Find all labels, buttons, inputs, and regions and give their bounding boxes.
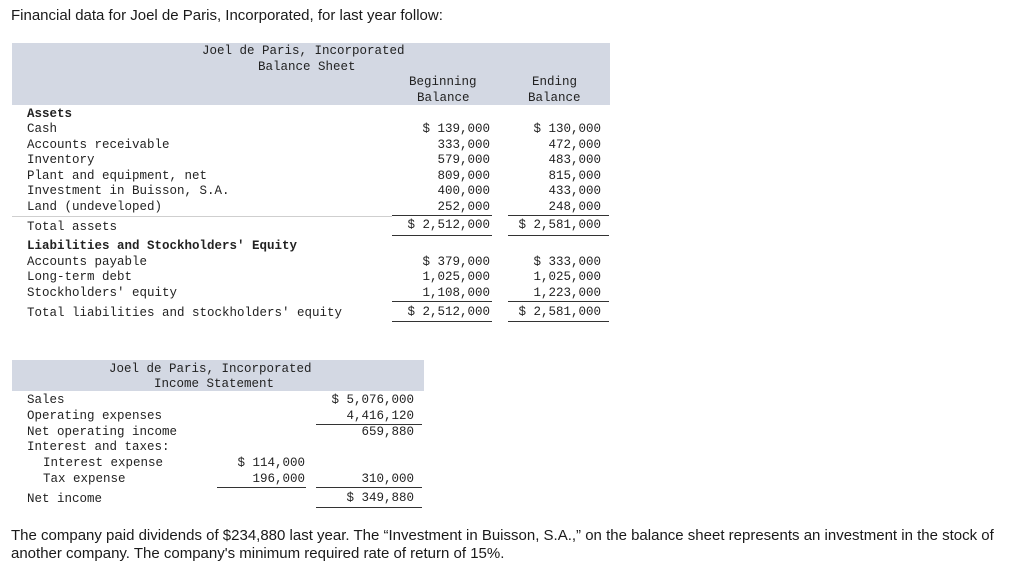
assets-heading: Assets (27, 107, 73, 121)
footer-text: The company paid dividends of $234,880 last year. The “Investment in Buisson, S.A.,” on the balance sheet represents an investment in the stock of another company. The company's minimum required rate of return of 15%. (11, 527, 994, 562)
total-assets-begin: $ 2,512,000 (407, 218, 490, 232)
asset-label: Investment in Buisson, S.A. (27, 184, 230, 198)
interest-expense-value: $ 114,000 (237, 456, 305, 470)
total-rule (392, 321, 492, 322)
asset-end: $ 130,000 (533, 122, 601, 136)
opex-label: Operating expenses (27, 409, 163, 423)
col-header-ending-balance: Balance (528, 91, 581, 105)
col-header-ending: Ending (532, 75, 578, 89)
asset-end: 248,000 (548, 200, 601, 214)
liability-end: $ 333,000 (533, 255, 601, 269)
asset-label: Land (undeveloped) (27, 200, 163, 214)
interest-taxes-heading: Interest and taxes: (27, 440, 170, 454)
asset-begin: $ 139,000 (422, 122, 490, 136)
asset-begin: 579,000 (437, 153, 490, 167)
asset-label: Plant and equipment, net (27, 169, 208, 183)
income-statement-title: Joel de Paris, Incorporated (109, 362, 312, 376)
liability-end: 1,223,000 (533, 286, 601, 300)
asset-label: Cash (27, 122, 58, 136)
sales-value: $ 5,076,000 (331, 393, 414, 407)
liabilities-heading: Liabilities and Stockholders' Equity (27, 239, 298, 253)
liability-label: Stockholders' equity (27, 286, 178, 300)
net-income-value: $ 349,880 (346, 491, 414, 505)
subtotal-rule (508, 301, 609, 302)
noi-label: Net operating income (27, 425, 178, 439)
opex-value: 4,416,120 (346, 409, 414, 423)
asset-label: Accounts receivable (27, 138, 170, 152)
subtotal-rule (316, 487, 422, 488)
asset-begin: 252,000 (437, 200, 490, 214)
interest-taxes-total: 310,000 (361, 472, 414, 486)
total-rule (508, 235, 609, 236)
asset-end: 483,000 (548, 153, 601, 167)
subtotal-rule (392, 215, 492, 216)
income-statement-subtitle: Income Statement (154, 377, 275, 391)
liability-begin: 1,025,000 (422, 270, 490, 284)
total-rule (508, 321, 609, 322)
asset-end: 815,000 (548, 169, 601, 183)
tax-expense-value: 196,000 (252, 472, 305, 486)
total-liabilities-begin: $ 2,512,000 (407, 305, 490, 319)
asset-end: 433,000 (548, 184, 601, 198)
asset-begin: 809,000 (437, 169, 490, 183)
liability-label: Accounts payable (27, 255, 148, 269)
subtotal-rule (217, 487, 306, 488)
subtotal-rule (392, 301, 492, 302)
tax-expense-label: Tax expense (43, 472, 126, 486)
total-rule (316, 507, 422, 508)
liability-label: Long-term debt (27, 270, 133, 284)
liability-begin: $ 379,000 (422, 255, 490, 269)
asset-begin: 333,000 (437, 138, 490, 152)
col-header-beginning: Beginning (409, 75, 477, 89)
subtotal-rule (508, 215, 609, 216)
balance-sheet-subtitle: Balance Sheet (258, 60, 356, 74)
liability-begin: 1,108,000 (422, 286, 490, 300)
total-assets-end: $ 2,581,000 (518, 218, 601, 232)
row-separator (12, 216, 392, 217)
sales-label: Sales (27, 393, 65, 407)
asset-label: Inventory (27, 153, 95, 167)
noi-value: 659,880 (361, 425, 414, 439)
net-income-label: Net income (27, 492, 103, 506)
intro-text: Financial data for Joel de Paris, Incorporated, for last year follow: (11, 7, 443, 24)
asset-begin: 400,000 (437, 184, 490, 198)
total-assets-label: Total assets (27, 220, 118, 234)
total-liabilities-end: $ 2,581,000 (518, 305, 601, 319)
asset-end: 472,000 (548, 138, 601, 152)
interest-expense-label: Interest expense (43, 456, 164, 470)
col-header-beginning-balance: Balance (417, 91, 470, 105)
liability-end: 1,025,000 (533, 270, 601, 284)
total-liabilities-label: Total liabilities and stockholders' equity (27, 306, 343, 320)
total-rule (392, 235, 492, 236)
balance-sheet-title: Joel de Paris, Incorporated (202, 44, 405, 58)
